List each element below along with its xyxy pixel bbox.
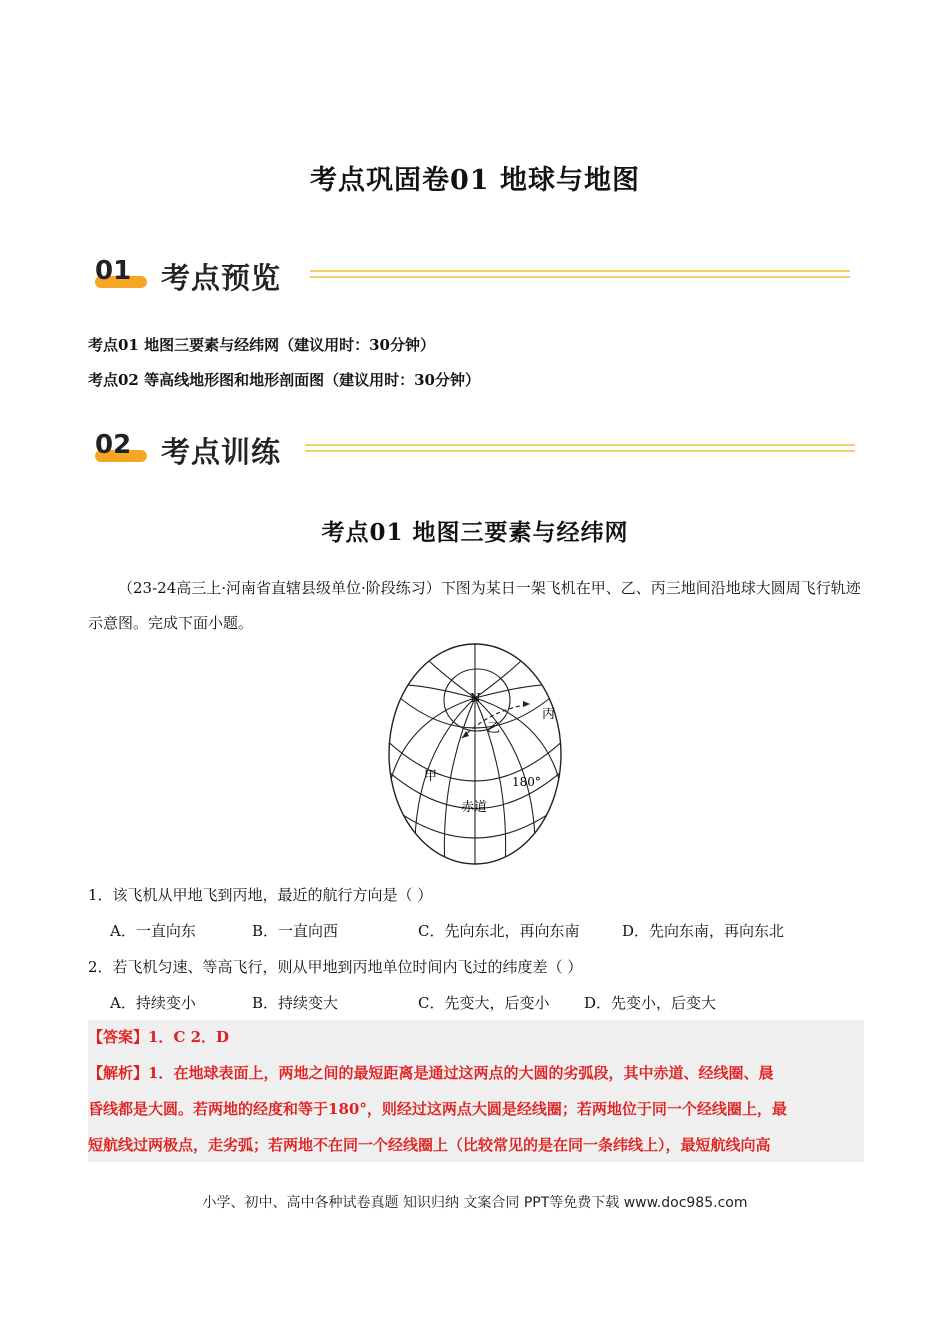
- question-1-stem: 1．该飞机从甲地飞到丙地，最近的航行方向是（ ）: [88, 886, 433, 904]
- preview-item-2: 考点02 等高线地形图和地形剖面图（建议用时：30分钟）: [88, 371, 480, 389]
- section-banner-preview: [95, 254, 855, 304]
- banner-number: 02: [95, 430, 132, 460]
- banner-number: 01: [95, 256, 132, 286]
- globe-figure: [380, 638, 570, 868]
- label-jia: 甲: [424, 769, 438, 784]
- q1-option-c: C．先向东北，再向东南: [418, 922, 580, 940]
- doc-title: 考点巩固卷01 地球与地图: [310, 165, 640, 196]
- answer-line: 【答案】1．C 2．D: [88, 1028, 230, 1046]
- banner-rule: [310, 270, 850, 280]
- q1-option-b: B．一直向西: [252, 922, 339, 940]
- analysis-line-2: 昏线都是大圆。若两地的经度和等于180°，则经过这两点大圆是经线圈；若两地位于同一个经线圈上，最: [88, 1100, 787, 1118]
- q2-option-b: B．持续变大: [252, 994, 339, 1012]
- preview-item-1: 考点01 地图三要素与经纬网（建议用时：30分钟）: [88, 336, 435, 354]
- page-footer: 小学、初中、高中各种试卷真题 知识归纳 文案合同 PPT等免费下载 www.doc985.com: [202, 1195, 748, 1211]
- q1-option-d: D．先向东南，再向东北: [622, 922, 785, 940]
- analysis-line-3: 短航线过两极点，走劣弧；若两地不在同一个经线圈上（比较常见的是在同一条纬线上），最短航线向高: [88, 1136, 771, 1154]
- q1-option-a: A．一直向东: [110, 922, 196, 940]
- q2-option-a: A．持续变小: [110, 994, 196, 1012]
- banner-rule: [305, 444, 855, 454]
- banner-label: 考点训练: [161, 435, 282, 469]
- label-equator: 赤道: [461, 800, 488, 815]
- question-intro: （23-24高三上·河南省直辖县级单位·阶段练习）下图为某日一架飞机在甲、乙、丙三地间沿地球大圆周飞行轨迹示意图。完成下面小题。: [88, 579, 861, 632]
- label-180: 180°: [512, 775, 541, 789]
- label-yi: 乙: [487, 721, 501, 736]
- section-title: 考点01 地图三要素与经纬网: [321, 519, 629, 546]
- banner-label: 考点预览: [161, 261, 282, 295]
- section-banner-training: [95, 428, 860, 478]
- label-north: N: [470, 691, 481, 705]
- question-2-options: [0, 992, 950, 1016]
- label-bing: 丙: [542, 707, 556, 722]
- q2-option-c: C．先变大，后变小: [418, 994, 550, 1012]
- question-2-stem: 2．若飞机匀速、等高飞行，则从甲地到丙地单位时间内飞过的纬度差（ ）: [88, 958, 583, 976]
- question-1-options: [0, 920, 950, 944]
- q2-option-d: D．先变小，后变大: [584, 994, 717, 1012]
- analysis-line-1: 【解析】1．在地球表面上，两地之间的最短距离是通过这两点的大圆的劣弧段，其中赤道、经线圈、晨: [88, 1064, 774, 1082]
